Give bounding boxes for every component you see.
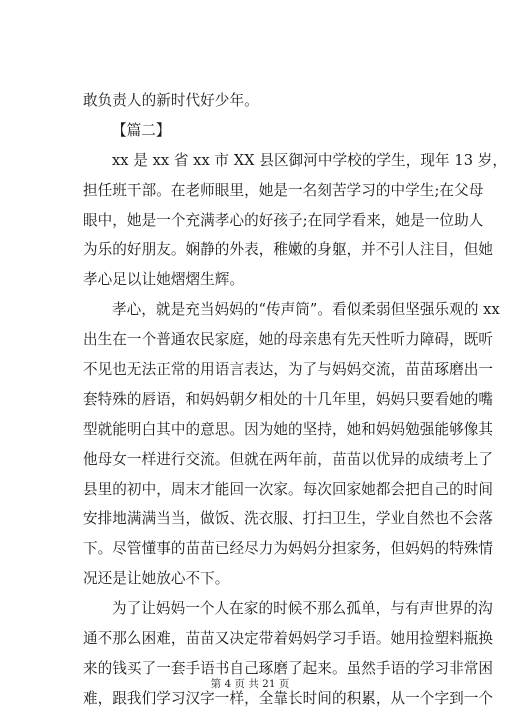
text-line: 敢负责人的新时代好少年。 — [83, 92, 259, 109]
text-line: 型就能明白其中的意思。因为她的坚持，她和妈妈勉强能够像其 — [83, 420, 494, 438]
text-line: 孝心足以让她熠熠生辉。 — [83, 271, 245, 289]
text-line: 担任班干部。在老师眼里，她是一名刻苦学习的中学生;在父母 — [83, 181, 484, 199]
text-line: 来的钱买了一套手语书自己琢磨了起来。虽然手语的学习非常困 — [83, 659, 494, 677]
text-line: 不见也无法正常的用语言表达，为了与妈妈交流，苗苗琢磨出一 — [83, 361, 494, 379]
paragraph-first-line: 为了让妈妈一个人在家的时候不那么孤单，与有声世界的沟 — [112, 600, 493, 618]
document-body — [83, 86, 507, 714]
paragraph-first-line: 孝心，就是充当妈妈的“传声筒”。看似柔弱但坚强乐观的 xx — [112, 301, 500, 319]
page-footer: 第 4 页 共 21 页 — [210, 678, 290, 690]
text-line: 况还是让她放心不下。 — [83, 570, 230, 588]
text-line: 为乐的好朋友。娴静的外表，稚嫩的身躯，并不引人注目，但她 — [83, 241, 494, 259]
text-line: 县里的初中，周末才能回一次家。每次回家她都会把自己的时间 — [83, 480, 494, 498]
text-line: 出生在一个普通农民家庭，她的母亲患有先天性听力障碍，既听 — [83, 331, 494, 349]
text-line: 他母女一样进行交流。但就在两年前，苗苗以优异的成绩考上了 — [83, 450, 494, 468]
text-line: 难，跟我们学习汉字一样，全靠长时间的积累，从一个字到一个 — [83, 689, 494, 707]
text-line: 通不那么困难，苗苗又决定带着妈妈学习手语。她用捡塑料瓶换 — [83, 630, 494, 648]
text-line: 套特殊的唇语，和妈妈朝夕相处的十几年里，妈妈只要看她的嘴 — [83, 390, 494, 408]
section-heading: 【篇二】 — [112, 121, 171, 139]
text-line: 眼中，她是一个充满孝心的好孩子;在同学看来，她是一位助人 — [83, 211, 484, 229]
text-line: 安排地满满当当，做饭、洗衣服、打扫卫生，学业自然也不会落 — [83, 510, 494, 528]
text-line: 下。尽管懂事的苗苗已经尽力为妈妈分担家务，但妈妈的特殊情 — [83, 540, 494, 558]
paragraph-first-line: xx 是 xx 省 xx 市 XX 县区御河中学校的学生，现年 13 岁， — [112, 151, 507, 169]
